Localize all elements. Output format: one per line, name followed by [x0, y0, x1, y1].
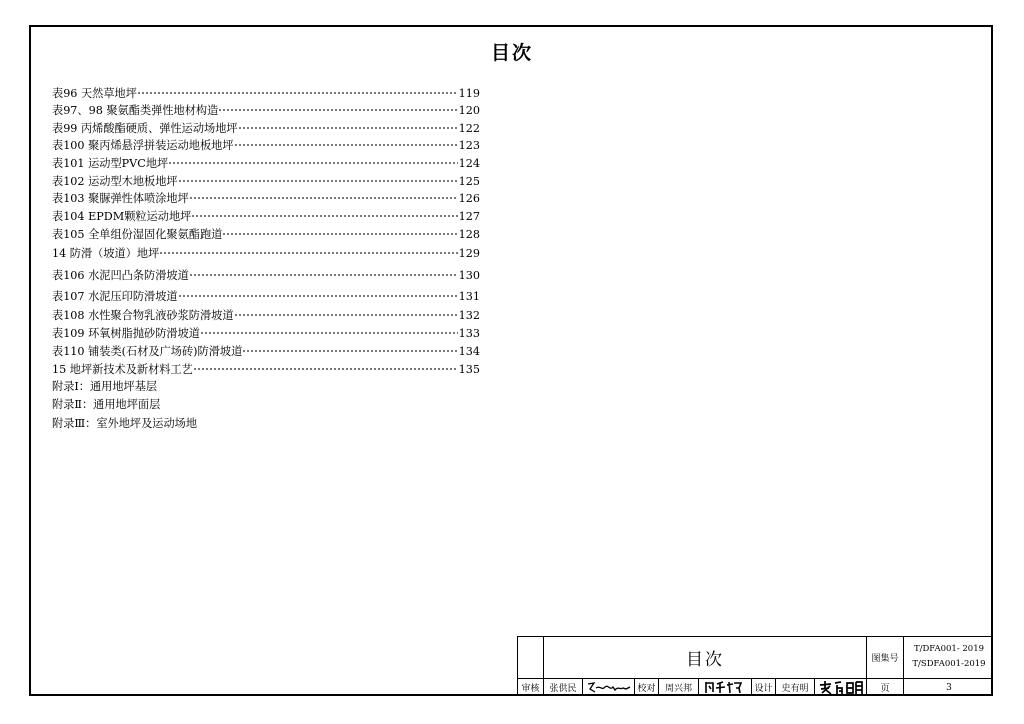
toc-leader-dots [178, 174, 458, 186]
check-label: 校对 [637, 684, 656, 694]
toc-entry [52, 396, 480, 412]
toc-entry-page: 134 [458, 345, 480, 358]
design-label: 设计 [754, 684, 773, 694]
toc-entry-page: 133 [458, 327, 480, 340]
atlas-number-1: T/DFA001- 2019 [913, 644, 985, 654]
toc-entry [52, 155, 480, 171]
toc-entry [52, 288, 480, 304]
toc-entry-label: 附录Ⅱ：通用地坪面层 [52, 398, 161, 411]
atlas-number-2: T/SDFA001-2019 [912, 659, 986, 669]
toc-entry-label: 15 地坪新技术及新材料工艺 [52, 363, 193, 376]
toc-entry [52, 173, 480, 189]
toc-leader-dots [218, 103, 457, 115]
atlas-number-label: 图集号 [871, 654, 899, 664]
page-title: 目次 [490, 42, 533, 64]
toc-entry-label: 附录Ⅰ：通用地坪基层 [52, 380, 158, 393]
toc-entry-label: 表105 全单组份湿固化聚氨酯跑道 [52, 228, 223, 241]
toc-entry-page: 128 [458, 228, 480, 241]
title-block [517, 636, 993, 696]
page-number: 3 [946, 682, 952, 693]
toc-entry [52, 137, 480, 153]
toc-leader-dots [191, 209, 457, 221]
toc-leader-dots [168, 156, 457, 168]
toc-entry-label: 表99 丙烯酸酯硬质、弹性运动场地坪 [52, 122, 238, 135]
reviewer-signature [583, 679, 634, 696]
designer-signature [815, 679, 866, 696]
toc-leader-dots [242, 344, 457, 356]
toc-entry [52, 120, 480, 136]
toc-entry-label: 表109 环氧树脂抛砂防滑坡道 [52, 327, 200, 340]
toc-leader-dots [159, 246, 457, 258]
toc-leader-dots [222, 227, 457, 239]
toc-entry [52, 325, 480, 341]
toc-entry-label: 表103 聚脲弹性体喷涂地坪 [52, 192, 189, 205]
title-block-title: 目次 [686, 650, 724, 670]
toc-entry [52, 307, 480, 323]
toc-entry-label: 表107 水泥压印防滑坡道 [52, 290, 178, 303]
toc-entry [52, 343, 480, 359]
toc-entry-label: 表97、98 聚氨酯类弹性地材构造 [52, 104, 219, 117]
toc-entry-page: 122 [458, 122, 480, 135]
toc-leader-dots [189, 268, 458, 280]
toc-entry-page: 120 [458, 104, 480, 117]
toc-leader-dots [189, 191, 458, 203]
toc-entry-page: 132 [458, 309, 480, 322]
toc-entry-page: 130 [458, 269, 480, 282]
toc-entry-label: 表101 运动型PVC地坪 [52, 157, 169, 170]
toc-leader-dots [200, 326, 458, 338]
checker-name: 周兴邦 [664, 684, 692, 694]
toc-leader-dots [193, 362, 458, 374]
toc-entry [52, 208, 480, 224]
toc-entry-label: 14 防滑（坡道）地坪 [52, 247, 160, 260]
toc-entry-page: 129 [458, 247, 480, 260]
toc-entry-label: 表106 水泥凹凸条防滑坡道 [52, 269, 189, 282]
toc-entry-label: 表104 EPDM颗粒运动地坪 [52, 210, 192, 223]
toc-entry-page: 127 [458, 210, 480, 223]
checker-signature [699, 679, 751, 696]
toc-leader-dots [234, 308, 458, 320]
toc-entry-label: 表100 聚丙烯悬浮拼装运动地板地坪 [52, 139, 234, 152]
toc-entry-page: 125 [458, 175, 480, 188]
toc-entry-label: 表110 铺装类(石材及广场砖)防滑坡道 [52, 345, 243, 358]
toc-entry-label: 表102 运动型木地板地坪 [52, 175, 178, 188]
toc-entry-page: 124 [458, 157, 480, 170]
toc-entry-page: 126 [458, 192, 480, 205]
toc-entry [52, 102, 480, 118]
toc-leader-dots [178, 289, 458, 301]
toc-leader-dots [137, 86, 458, 98]
designer-name: 史有明 [781, 684, 809, 694]
toc-entry-page: 119 [458, 87, 480, 100]
toc-entry [52, 415, 480, 431]
toc-entry [52, 226, 480, 242]
toc-leader-dots [238, 121, 458, 133]
toc-entry-label: 表108 水性聚合物乳液砂浆防滑坡道 [52, 309, 234, 322]
toc-entry [52, 361, 480, 377]
toc-entry [52, 190, 480, 206]
toc-entry [52, 378, 480, 394]
reviewer-name: 张供民 [549, 684, 577, 694]
toc-entry-page: 135 [458, 363, 480, 376]
toc-entry-label: 表96 天然草地坪 [52, 87, 137, 100]
toc-entry [52, 267, 480, 283]
toc-entry-page: 123 [458, 139, 480, 152]
toc-entry [52, 245, 480, 261]
review-label: 审核 [521, 684, 540, 694]
page-label: 页 [880, 684, 890, 694]
toc-leader-dots [234, 138, 458, 150]
toc-entry-label: 附录Ⅲ：室外地坪及运动场地 [52, 417, 198, 430]
toc-entry [52, 85, 480, 101]
toc-entry-page: 131 [458, 290, 480, 303]
